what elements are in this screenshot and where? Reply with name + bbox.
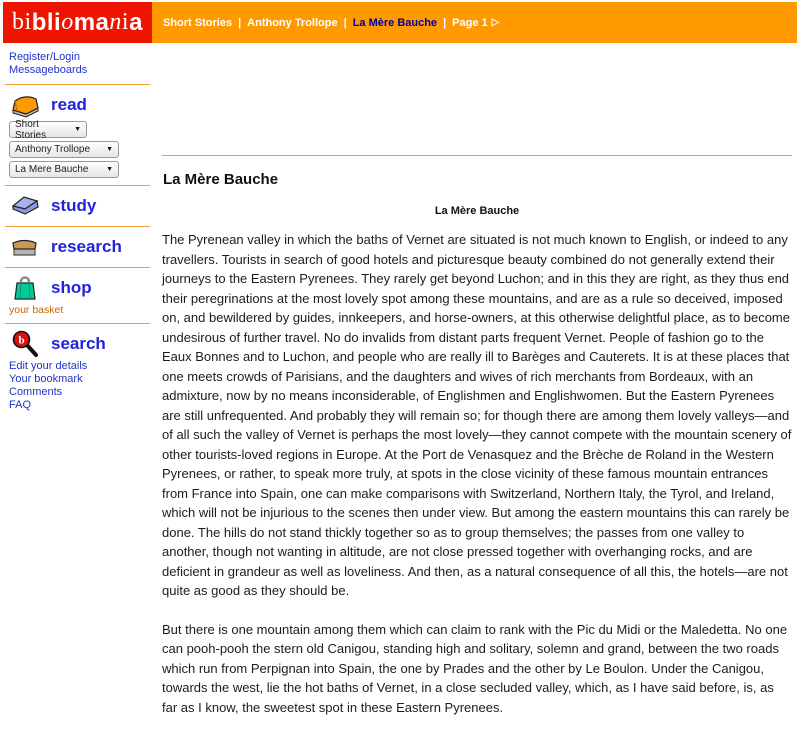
books-stack-icon xyxy=(9,234,41,260)
content-divider xyxy=(162,155,792,156)
sidebar-divider xyxy=(5,185,150,186)
logo-text-segment: ma xyxy=(73,8,110,36)
logo-text-segment: bli xyxy=(31,8,62,36)
breadcrumb-current-title: La Mère Bauche xyxy=(352,16,438,29)
chevron-down-icon: ▼ xyxy=(74,126,81,133)
select-value: Short Stories xyxy=(15,118,47,141)
sidebar-item-label: read xyxy=(51,95,87,114)
next-page-icon[interactable]: ▷ xyxy=(491,17,500,28)
magnifier-icon xyxy=(9,331,41,357)
register-login-link[interactable]: Register/Login xyxy=(9,51,80,63)
your-bookmark-link[interactable]: Your bookmark xyxy=(9,373,83,385)
svg-text:b: b xyxy=(18,334,25,347)
logo-text-segment: a xyxy=(129,8,143,36)
title-select[interactable] xyxy=(9,161,119,178)
sidebar-item-read[interactable] xyxy=(3,92,152,118)
your-basket-link[interactable]: your basket xyxy=(9,304,64,316)
comments-link[interactable]: Comments xyxy=(9,386,63,398)
story-content xyxy=(162,43,792,736)
breadcrumb-author[interactable]: Anthony Trollope xyxy=(247,16,338,29)
breadcrumb-short-stories[interactable]: Short Stories xyxy=(163,16,233,29)
sidebar-item-label: search xyxy=(51,334,106,353)
sidebar-divider xyxy=(5,226,150,227)
shopping-bag-icon xyxy=(9,275,41,301)
faq-link[interactable]: FAQ xyxy=(9,399,32,411)
story-paragraph: But there is one mountain among them which can claim to rank with the Pic du Midi or the Maledetta. No one can pooh-pooh the stern old Canigou, standing high and solitary, solemn and grand, between the two roads which run from Perpignan into Spain, the one by Prades and the other by Le Boulon. Under the Canigou, towards the west, lie the hot baths of Vernet, in a close secluded valley, which, as I have said before, is, as far as I know, the sweetest spot in these Eastern Pyrenees. xyxy=(162,621,788,715)
laptop-icon xyxy=(9,193,41,219)
sidebar-item-label: shop xyxy=(51,278,92,297)
genre-select[interactable] xyxy=(9,118,87,141)
sidebar-item-label: research xyxy=(51,237,122,256)
logo-text-segment: o xyxy=(61,9,74,35)
bibliomania-logo[interactable] xyxy=(3,2,152,43)
logo-text-segment: n xyxy=(109,9,122,35)
breadcrumb-page-number: Page 1 xyxy=(452,16,488,29)
messageboards-link[interactable]: Messageboards xyxy=(9,64,88,76)
sidebar-item-label: study xyxy=(51,196,97,215)
sidebar xyxy=(3,43,152,412)
breadcrumb xyxy=(152,2,797,43)
breadcrumb-separator: | xyxy=(238,16,242,29)
chevron-down-icon: ▼ xyxy=(106,166,113,173)
sidebar-divider xyxy=(5,267,150,268)
header xyxy=(3,2,797,43)
sidebar-item-shop[interactable] xyxy=(3,275,152,301)
author-select[interactable] xyxy=(9,141,119,158)
sidebar-divider xyxy=(5,84,150,85)
read-book-icon xyxy=(9,92,41,118)
breadcrumb-separator: | xyxy=(443,16,447,29)
sidebar-divider xyxy=(5,323,150,324)
story-subtitle: La Mère Bauche xyxy=(434,205,520,217)
select-value: La Mere Bauche xyxy=(15,164,89,175)
page-title: La Mère Bauche xyxy=(163,171,279,188)
story-paragraph: The Pyrenean valley in which the baths of Vernet are situated is not much known to English, or indeed to any travellers. Tourists in search of good hotels and picturesque beauty combined do not generally extend their journeys to the Eastern Pyrenees. They rarely get beyond Luchon; and in this they are right, as they thus end their peregrinations at the most lovely spot among these mountains, and are as a rule so deceived, imposed on, and bewildered by guides, innkeepers, and horse-owners, at this otherwise delightful place, as to become undesirous of further travel. No do invalids from distant parts frequent Vernet. People of fashion go to the Eaux Bonnes and to Luchon, and people who are really ill to Barèges and Cauterets. It is at these places that one meets crowds of Parisians, and the daughters and wives of rich merchants from Bordeaux, with an admixture, now by no means inconsiderable, of Englishmen and Englishwomen. But the Eastern Pyrenees are still unfrequented. And probably they will remain so; for though there are among them lovely valleys—and of all such the valley of Vernet is perhaps the most lovely—they cannot compete with the mountain scenery of other tourists-loved regions in Europe. At the Port de Venasquez and the Brèche de Roland in the Western Pyrenees, or rather, to speak more truly, at spots in the close vicinity of these famous mountain entrances from France into Spain, one can make comparisons with Switzerland, Northern Italy, the Tyrol, and Ireland, which will not be injurious to the scenes then under view. But among the eastern mountains this can rarely be done. The hills do not stand thickly together so as to group themselves; the passes from one valley to another, though not wanting in altitude, are not close pressed together with overhanging rocks, and are deficient in grandeur as well as loveliness. And then, as a natural consequence of all this, the hotels—are not quite as good as they should be. xyxy=(162,232,792,598)
sidebar-item-research[interactable] xyxy=(3,234,152,260)
sidebar-item-search[interactable] xyxy=(3,331,152,357)
sidebar-item-study[interactable] xyxy=(3,193,152,219)
logo-text-segment: bi xyxy=(12,9,32,35)
logo-text-segment: i xyxy=(121,9,130,35)
edit-your-details-link[interactable]: Edit your details xyxy=(9,360,88,372)
select-value: Anthony Trollope xyxy=(15,144,91,155)
chevron-down-icon: ▼ xyxy=(106,146,113,153)
breadcrumb-separator: | xyxy=(343,16,347,29)
